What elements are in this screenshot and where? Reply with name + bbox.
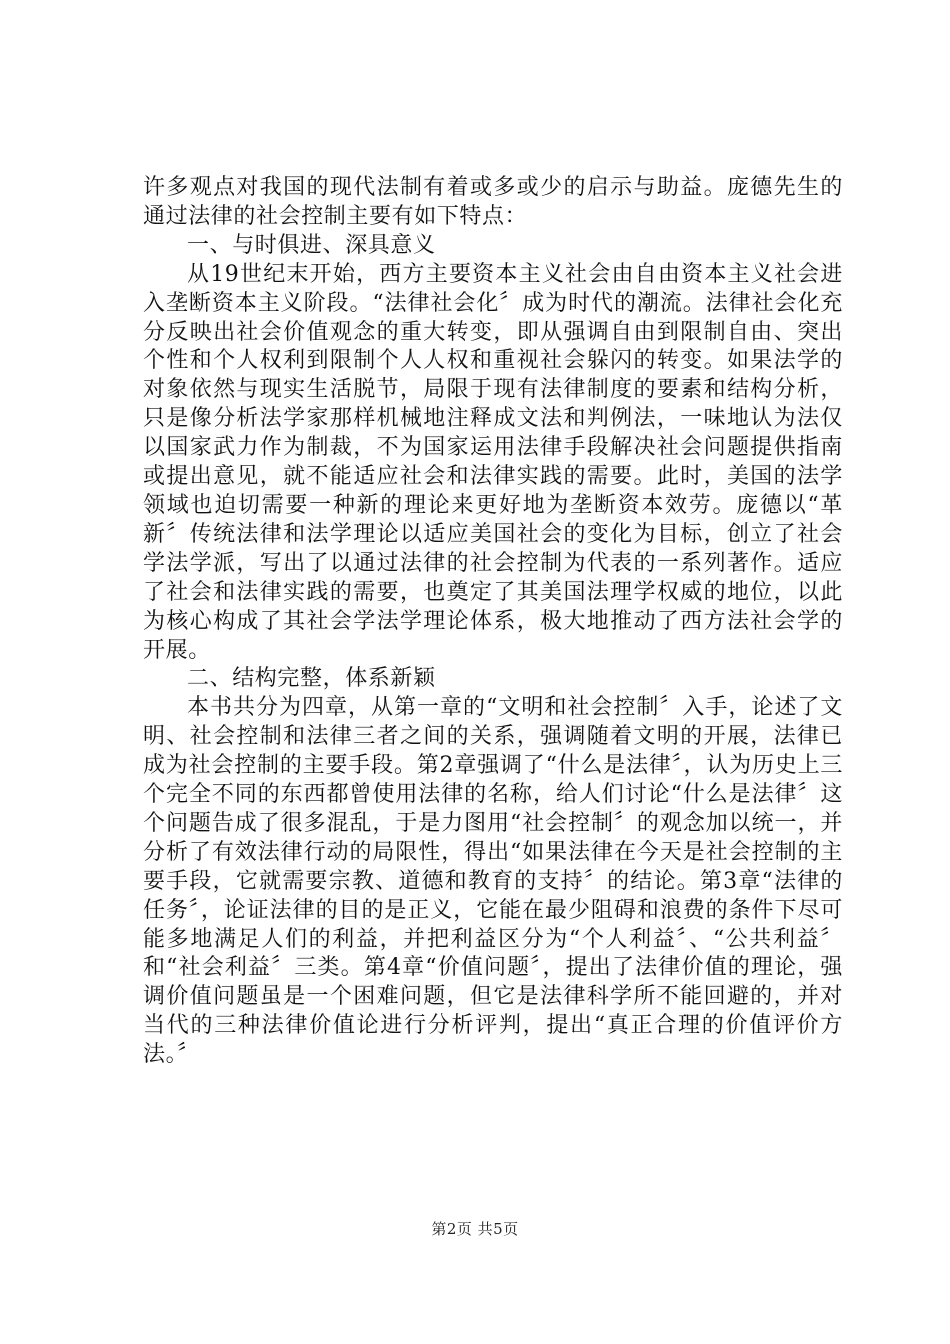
section-heading-2: 二、结构完整，体系新颖	[187, 666, 436, 692]
paragraph-section-1: 从19世纪末开始，西方主要资本主义社会由自由资本主义社会进入垄断资本主义阶段。“法律社会化〞成为时代的潮流。法律社会化充分反映出社会价值观念的重大转变，即从强调自由到限制自由、突出个性和个人权利到限制个人人权和重视社会躲闪的转变。如果法学的对象依然与现实生活脱节，局限于现有法律制度的要素和结构分析，只是像分析法学家那样机械地注释成文法和判例法，一味地认为法仅以国家武力作为制裁，不为国家运用法律手段解决社会问题提供指南或提出意见，就不能适应社会和法律实践的需要。此时，美国的法学领域也迫切需要一种新的理论来更好地为垄断资本效劳。庞德以“革新〞传统法律和法学理论以适应美国社会的变化为目标，创立了社会学法学派，写出了以通过法律的社会控制为代表的一系列著作。适应了社会和法律实践的需要，也奠定了其美国法理学权威的地位，以此为核心构成了其社会学法学理论体系，极大地推动了西方法社会学的开展。	[143, 261, 843, 663]
paragraph-intro-continuation: 许多观点对我国的现代法制有着或多或少的启示与助益。庞德先生的通过法律的社会控制主要有如下特点：	[143, 175, 843, 229]
section-heading-1: 一、与时俱进、深具意义	[187, 232, 436, 258]
document-body	[143, 174, 843, 1070]
paragraph-section-2: 本书共分为四章，从第一章的“文明和社会控制〞入手，论述了文明、社会控制和法律三者之间的关系，强调随着文明的开展，法律已成为社会控制的主要手段。第2章强调了“什么是法律〞，认为历史上三个完全不同的东西都曾使用法律的名称，给人们讨论“什么是法律〞这个问题告成了很多混乱，于是力图用“社会控制〞的观念加以统一，并分析了有效法律行动的局限性，得出“如果法律在今天是社会控制的主要手段，它就需要宗教、道德和教育的支持〞的结论。第3章“法律的任务〞，论证法律的目的是正义，它能在最少阻碍和浪费的条件下尽可能多地满足人们的利益，并把利益区分为“个人利益〞、“公共利益〞和“社会利益〞三类。第4章“价值问题〞，提出了法律价值的理论，强调价值问题虽是一个困难问题，但它是法律科学所不能回避的，并对当代的三种法律价值论进行分析评判，提出“真正合理的价值评价方法。〞	[143, 695, 843, 1068]
page-number-footer: 第2页 共5页	[431, 1220, 519, 1238]
